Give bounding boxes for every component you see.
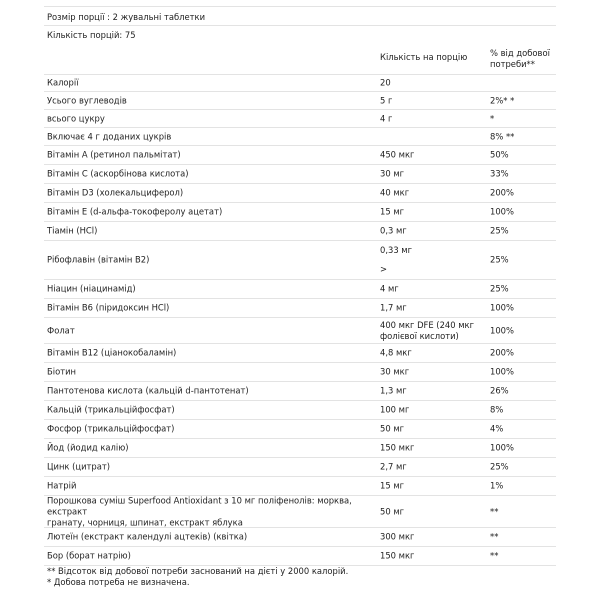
nutrient-amount: 50 мг xyxy=(380,506,405,516)
nutrient-daily-value: 100% xyxy=(490,206,514,217)
nutrient-name: Кальцій (трикальційфосфат) xyxy=(47,404,175,415)
table-row xyxy=(44,184,556,203)
nutrient-amount: 30 мкг xyxy=(380,366,410,377)
nutrient-amount: 50 мг xyxy=(380,423,405,434)
nutrient-daily-value: ** xyxy=(490,531,499,542)
nutrient-name: Натрій xyxy=(47,480,77,491)
nutrient-daily-value: 8% ** xyxy=(490,131,515,141)
serving-size: Розмір порції : 2 жувальні таблетки xyxy=(47,12,206,22)
nutrient-name: Вітамін B6 (піридоксин HCl) xyxy=(47,302,170,313)
footnotes xyxy=(47,566,348,588)
nutrient-daily-value: 26% xyxy=(490,385,509,396)
nutrient-name: Включає 4 г доданих цукрів xyxy=(47,131,172,141)
nutrient-name: Фосфор (трикальційфосфат) xyxy=(47,423,175,434)
nutrient-name: Вітамін A (ретинол пальмітат) xyxy=(47,149,181,160)
nutrient-name: Біотин xyxy=(47,366,76,377)
nutrient-name: Вітамін E (d-альфа-токоферолу ацетат) xyxy=(47,206,223,217)
nutrient-name: Бор (борат натрію) xyxy=(47,550,131,561)
table-row xyxy=(44,420,556,439)
nutrient-amount: 4,8 мкг xyxy=(380,347,412,358)
nutrient-name: Тіамін (HCl) xyxy=(47,225,98,236)
nutrient-daily-value: 4% xyxy=(490,423,504,434)
nutrient-daily-value: 200% xyxy=(490,347,514,358)
nutrient-name: Лютеїн (екстракт календулі ацтеків) (квітка) xyxy=(47,531,248,542)
nutrient-daily-value: ** xyxy=(490,550,499,561)
nutrient-name: Фолат xyxy=(47,325,75,335)
table-header xyxy=(44,42,556,75)
nutrient-daily-value: 100% xyxy=(490,366,514,377)
nutrient-amount: 0,3 мг xyxy=(380,225,407,236)
nutrient-name: Вітамін D3 (холекальциферол) xyxy=(47,187,184,198)
table-row xyxy=(44,128,556,146)
nutrient-daily-value: 25% xyxy=(490,461,509,472)
nutrient-daily-value: 25% xyxy=(490,225,509,236)
amount-per-serving-header: Кількість на порцію xyxy=(380,52,468,62)
footnote-daily-value: ** Відсоток від добової потреби заснований на дієті у 2000 калорій. xyxy=(47,566,349,576)
table-row xyxy=(44,344,556,363)
nutrient-amount: 4 мг xyxy=(380,283,399,294)
table-row xyxy=(44,222,556,241)
nutrient-daily-value: * xyxy=(490,113,495,123)
table-row xyxy=(44,92,556,110)
nutrient-amount: 4 г xyxy=(380,113,393,123)
table-row xyxy=(44,203,556,222)
nutrient-amount: 2,7 мг xyxy=(380,461,407,472)
table-row xyxy=(44,477,556,496)
nutrient-name: всього цукру xyxy=(47,113,105,123)
table-row xyxy=(44,528,556,547)
nutrient-daily-value: 8% xyxy=(490,404,504,415)
nutrient-daily-value: 50% xyxy=(490,149,509,160)
table-row xyxy=(44,280,556,299)
nutrient-amount: 400 мкг DFE (240 мкг фолієвої кислоти) xyxy=(380,319,474,341)
nutrient-amount: 15 мг xyxy=(380,206,405,217)
nutrient-daily-value: 100% xyxy=(490,325,514,335)
table-row xyxy=(44,439,556,458)
nutrient-daily-value: 25% xyxy=(490,283,509,294)
table-row xyxy=(44,496,556,528)
nutrient-name: Вітамін B12 (ціанокобаламін) xyxy=(47,347,177,358)
nutrient-daily-value: 2%* * xyxy=(490,95,515,105)
nutrient-daily-value: 33% xyxy=(490,168,509,179)
footnote-not-established: * Добова потреба не визначена. xyxy=(47,577,190,587)
nutrient-amount: 150 мкг xyxy=(380,442,415,453)
nutrient-daily-value: 200% xyxy=(490,187,514,198)
table-row xyxy=(44,299,556,318)
nutrient-name: Порошкова суміш Superfood Antioxidant з 10 мг поліфенолів: морква, екстракт гранату, чорниця, шпинат, екстракт яблука xyxy=(47,495,352,527)
nutrient-name: Ніацин (ніацинамід) xyxy=(47,283,136,294)
nutrient-amount: 40 мкг xyxy=(380,187,410,198)
table-row xyxy=(44,458,556,477)
nutrient-amount: 1,3 мг xyxy=(380,385,407,396)
nutrient-amount: 30 мг xyxy=(380,168,405,179)
table-row xyxy=(44,318,556,344)
table-row xyxy=(44,241,556,280)
nutrient-name: Йод (йодид калію) xyxy=(47,442,129,453)
daily-value-header: % від добової потреби** xyxy=(490,48,550,69)
nutrient-amount: 100 мг xyxy=(380,404,410,415)
nutrient-amount: 450 мкг xyxy=(380,149,415,160)
nutrient-name: Усього вуглеводів xyxy=(47,95,127,105)
nutrient-amount: 5 г xyxy=(380,95,393,105)
table-row xyxy=(44,547,556,566)
nutrient-name: Калорії xyxy=(47,77,79,87)
nutrient-amount: 150 мкг xyxy=(380,550,415,561)
nutrient-daily-value: 1% xyxy=(490,480,504,491)
nutrient-name: Пантотенова кислота (кальцій d-пантотенат) xyxy=(47,385,249,396)
nutrient-daily-value: 100% xyxy=(490,442,514,453)
table-row xyxy=(44,363,556,382)
nutrient-amount: 1,7 мг xyxy=(380,302,407,313)
table-row xyxy=(44,401,556,420)
top-divider xyxy=(44,6,556,7)
servings-per-container: Кількість порцій: 75 xyxy=(47,30,136,40)
nutrient-amount: 0,33 мг > xyxy=(380,245,413,274)
nutrient-name: Рібофлавін (вітамін B2) xyxy=(47,254,150,265)
nutrient-daily-value: 100% xyxy=(490,302,514,313)
nutrient-amount: 20 xyxy=(380,77,391,87)
table-row xyxy=(44,165,556,184)
nutrient-name: Цинк (цитрат) xyxy=(47,461,111,472)
divider xyxy=(44,25,556,26)
nutrient-amount: 15 мг xyxy=(380,480,405,491)
nutrient-daily-value: ** xyxy=(490,506,499,516)
table-row xyxy=(44,146,556,165)
nutrient-amount: 300 мкг xyxy=(380,531,415,542)
table-row xyxy=(44,382,556,401)
nutrient-daily-value: 25% xyxy=(490,254,509,265)
table-row xyxy=(44,74,556,92)
table-row xyxy=(44,110,556,128)
nutrient-name: Вітамін C (аскорбінова кислота) xyxy=(47,168,189,179)
